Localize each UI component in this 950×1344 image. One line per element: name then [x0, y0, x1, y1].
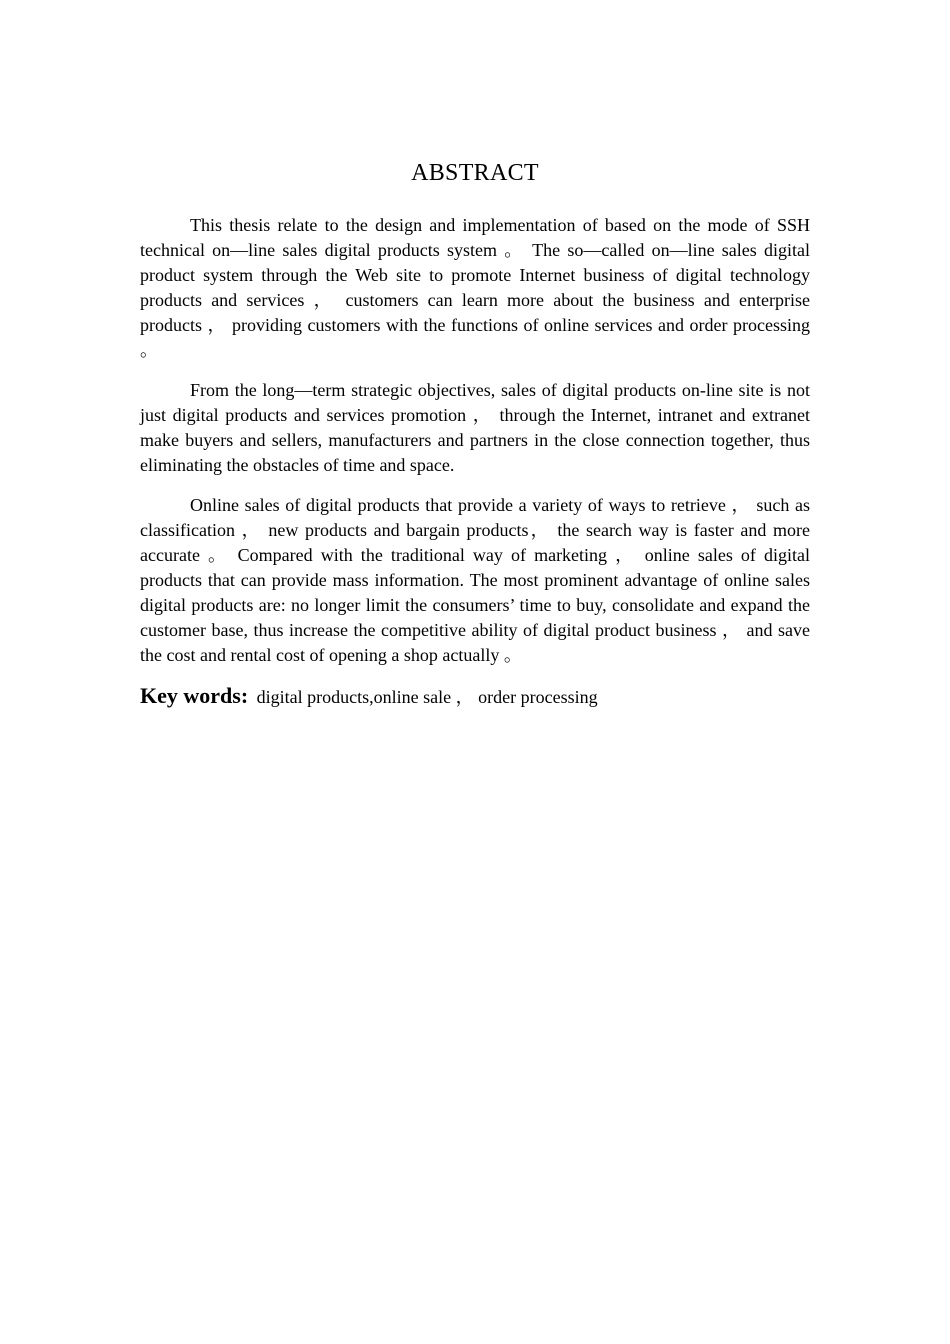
abstract-body — [140, 213, 810, 710]
keywords-line — [140, 683, 810, 710]
abstract-title: ABSTRACT — [411, 160, 539, 186]
abstract-paragraph-3: Online sales of digital products that provide a variety of ways to retrieve ， such as classification ， new products and bargain products， the search way is faster and more accurate 。 Compared with the traditional way of marketing ， online sales of digital products that can provide mass information. The most prominent advantage of online sales digital products are: no longer limit the consumers’ time to buy, consolidate and expand the customer base, thus increase the competitive ability of digital product business ， and save the cost and rental cost of opening a shop actually 。 — [140, 495, 810, 665]
abstract-paragraph-2: From the long—term strategic objectives, sales of digital products on-line site is not just digital products and services promotion ， through the Internet, intranet and extranet make buyers and sellers, manufacturers and partners in the close connection together, thus eliminating the obstacles of time and space. — [140, 380, 810, 475]
abstract-paragraph-1: This thesis relate to the design and implementation of based on the mode of SSH technical on—line sales digital products system 。 The so—called on—line sales digital product system through the Web site to promote Internet business of digital technology products and services ， customers can learn more about the business and enterprise products ， providing customers with the functions of online services and order processing 。 — [140, 215, 810, 360]
keywords-value: digital products,online sale ， order processing — [256, 687, 598, 707]
keywords-label: Key words: — [140, 683, 249, 708]
